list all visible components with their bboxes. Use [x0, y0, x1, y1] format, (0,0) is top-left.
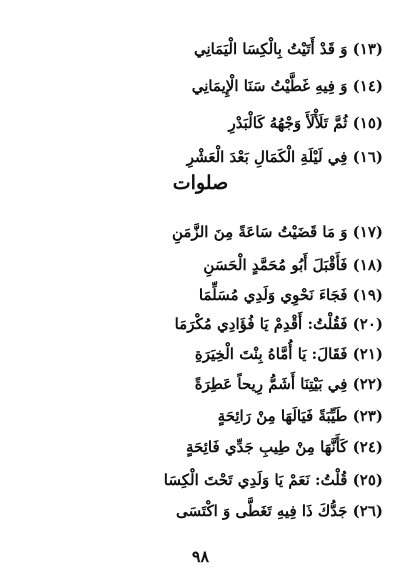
verse-18: (١٨) فَأَقْبَلَ أَبُو مُحَمَّدٍ الْحَسَنِ: [203, 256, 383, 274]
verse-24: (٢٤) كَأَنَّهَا مِنْ طِيبِ جَدِّي فَائِحَةٍ: [186, 438, 383, 456]
section-heading: صلوات: [172, 172, 229, 194]
verse-13: (١٣) وَ قَدْ أَتَيْتُ بِالْكِسَا الْيَمَانِي: [193, 40, 383, 58]
page-number: ٩٨: [191, 547, 210, 566]
verse-20: (٢٠) فَقُلْتُ: أَقْدِمْ يَا فُؤَادِي مُكْرَمَا: [174, 315, 383, 333]
verse-14: (١٤) وَ فِيهِ غَطَّيْتُ سَنَا الْإِيمَانِي: [191, 77, 383, 95]
verse-25: (٢٥) قُلْتُ: نَعَمْ يَا وَلَدِي تَحْتَ الْكِسَا: [163, 471, 383, 489]
verse-19: (١٩) فَجَاءَ نَحْوِي وَلَدِي مُسَلِّمَا: [198, 286, 383, 304]
verse-21: (٢١) فَقَالَ: يَا أُمَّاهُ بِنْتَ الْخِيَرَةِ: [194, 345, 383, 363]
verse-23: (٢٣) طَيِّبَةً فَيَالَهَا مِنْ رَائِحَةٍ: [217, 407, 383, 425]
verse-17: (١٧) وَ مَا قَضَيْتُ سَاعَةً مِنَ الزَّمَنِ: [172, 223, 383, 241]
verse-22: (٢٢) فِي بَيْتِنَا أَشَمُّ رِيحاً عَطِرَةً: [194, 375, 383, 393]
verse-16: (١٦) فِي لَيْلَةِ الْكَمَالِ بَعْدَ الْعَشْرِ: [186, 148, 383, 166]
verse-26: (٢٦) جَدُّكَ ذَا فِيهِ تَغَطَّى وَ اكْتَسَى: [176, 502, 383, 520]
verse-15: (١٥) ثُمَّ تَلَأْلَأَ وَجْهُهُ كَالْبَدْرِ: [228, 114, 383, 132]
